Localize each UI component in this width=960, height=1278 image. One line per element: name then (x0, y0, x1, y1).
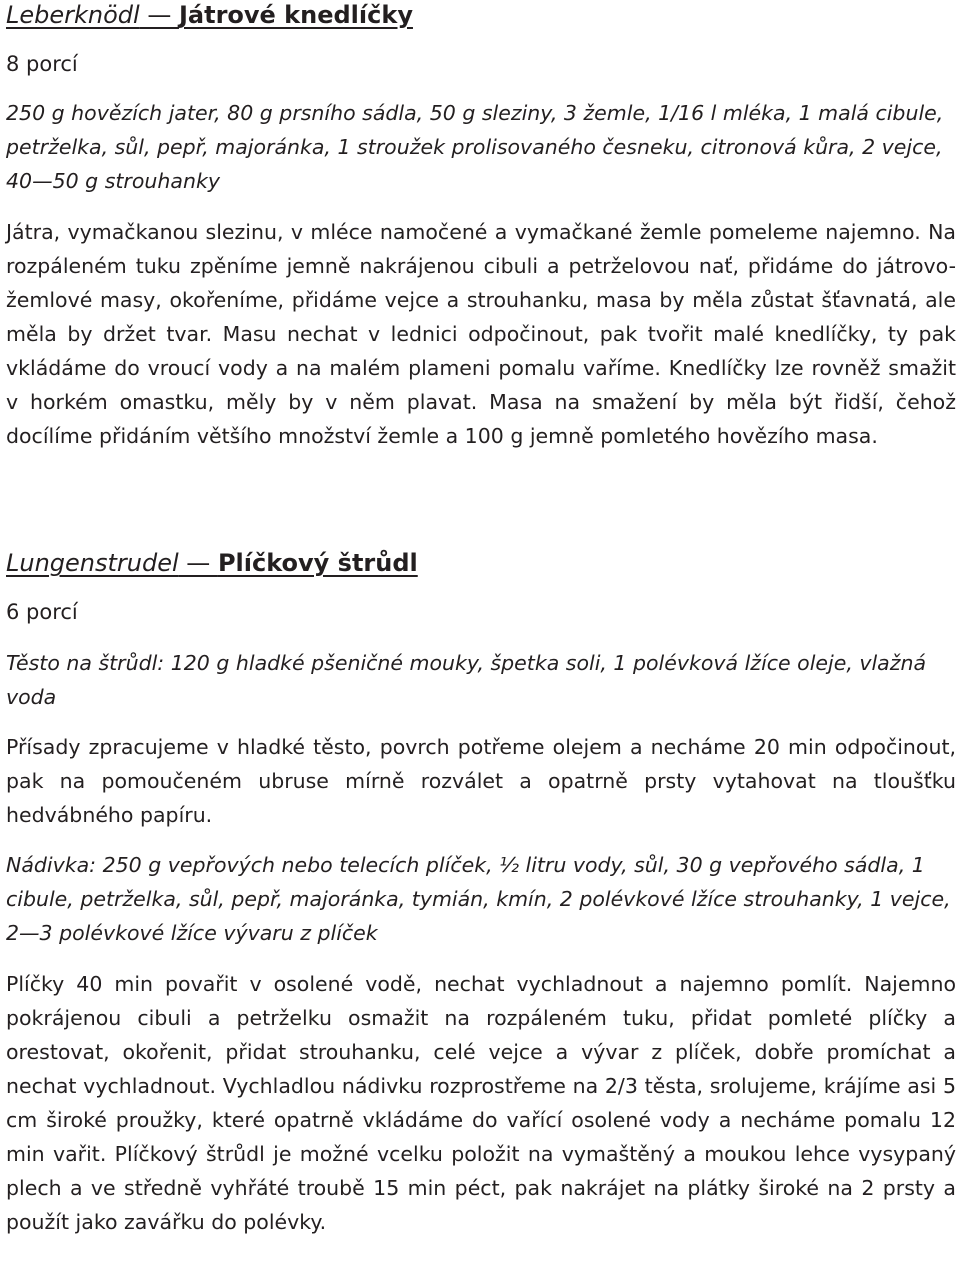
recipe-title-german: Leberknödl (6, 1, 140, 29)
recipe-title (6, 0, 413, 30)
recipe-ingredients: 250 g hovězích jater, 80 g prsního sádla, 50 g sleziny, 3 žemle, 1/16 l mléka, 1 malá cibule, petrželka, sůl, pepř, majoránka, 1 stroužek prolisovaného česneku, citronová kůra, 2 vejce, 40—50 g strouhanky (6, 101, 944, 193)
filling-ingredients: Nádivka: 250 g vepřových nebo telecích plíček, ½ litru vody, sůl, 30 g vepřového sádla, 1 cibule, petrželka, sůl, pepř, majoránka, tymián, kmín, 2 polévkové lžíce strouhanky, 1 vejce, 2—3 polévkové lžíce vývaru z plíček (6, 853, 951, 945)
recipe-title-czech: Játrové knedlíčky (178, 1, 413, 29)
recipe-title-german: Lungenstrudel (6, 549, 179, 577)
recipe-method: Játra, vymačkanou slezinu, v mléce namočené a vymačkané žemle pomeleme najemno. Na rozpáleném tuku zpěníme jemně nakrájenou cibuli a petrželovou nať, přidáme do játrovo-žemlové masy, okořeníme, přidáme vejce a strouhanku, masa by měla zůstat šťavnatá, ale měla by držet tvar. Masu nechat v lednici odpočinout, pak tvořit malé knedlíčky, ty pak vkládáme do vroucí vody a na malém plameni pomalu vaříme. Knedlíčky lze rovněž smažit v horkém omastku, měly by v něm plavat. Masa na smažení by měla být řidší, čehož docílíme přidáním většího množství žemle a 100 g jemně pomletého hovězího masa. (6, 220, 956, 448)
title-dash: — (178, 549, 218, 577)
recipe-portions: 6 porcí (6, 600, 78, 624)
recipe-title (6, 548, 418, 578)
recipe-title-czech: Plíčkový štrůdl (217, 549, 418, 577)
recipe-portions: 8 porcí (6, 52, 78, 76)
dough-ingredients: Těsto na štrůdl: 120 g hladké pšeničné mouky, špetka soli, 1 polévková lžíce oleje, vlažná voda (6, 651, 927, 709)
filling-method: Plíčky 40 min povařit v osolené vodě, nechat vychladnout a najemno pomlít. Najemno pokrájenou cibuli a petrželku osmažit na rozpáleném tuku, přidat pomleté plíčky a orestovat, okořenit, přidat strouhanku, celé vejce a vývar z plíček, dobře promíchat a nechat vychladnout. Vychladlou nádivku rozprostřeme na 2/3 těsta, srolujeme, krájíme asi 5 cm široké proužky, které opatrně vkládáme do vařící osolené vody a necháme pomalu 12 min vařit. Plíčkový štrůdl je možné vcelku položit na vymaštěný a moukou lehce vysypaný plech a ve středně vyhřáté troubě 15 min péct, pak nakrájet na plátky široké na 2 prsty a použít jako zavářku do polévky. (6, 972, 956, 1234)
dough-method: Přísady zpracujeme v hladké těsto, povrch potřeme olejem a necháme 20 min odpočinout, pak na pomoučeném ubruse mírně rozválet a opatrně prsty vytahovat na tloušťku hedvábného papíru. (6, 735, 956, 827)
title-dash: — (139, 1, 179, 29)
